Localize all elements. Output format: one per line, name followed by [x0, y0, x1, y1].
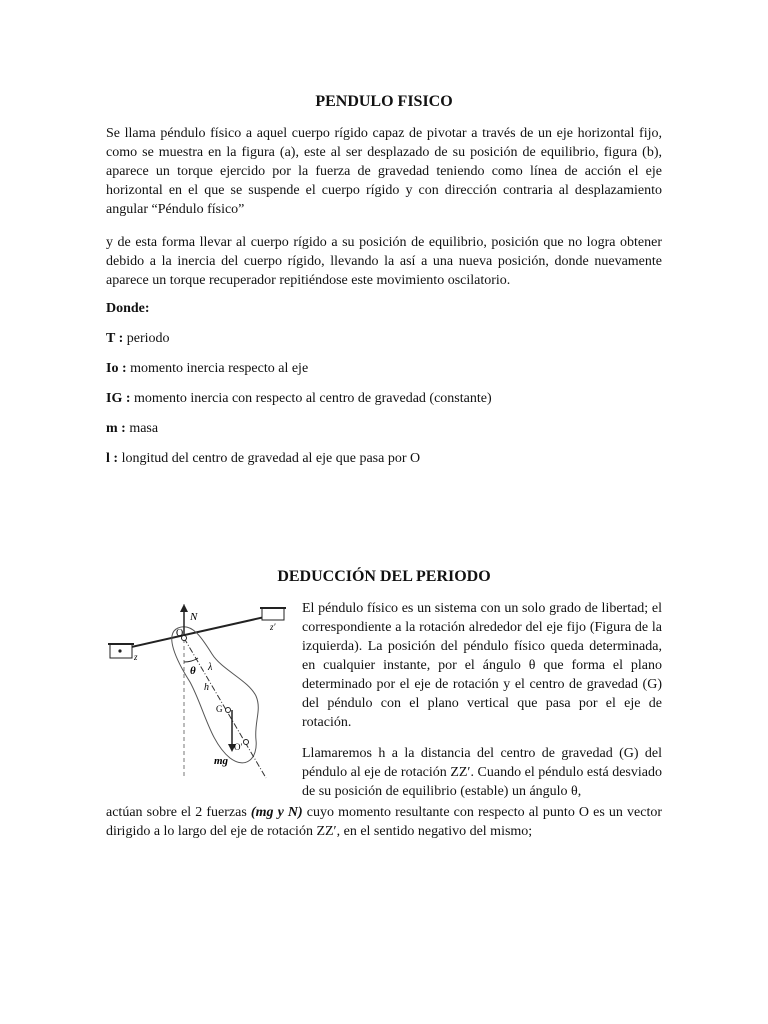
label-g: G: [216, 704, 223, 714]
label-theta: θ: [190, 665, 196, 677]
definition-item: l : longitud del centro de gravedad al eje que pasa por O: [106, 451, 421, 466]
deduction-paragraph-1: El péndulo físico es un sistema con un solo grado de libertad; el correspondiente a la rotación alrededor del eje fijo (Figura de la izquierda). La posición del péndulo físico queda determinada, en cualquier instante, por el ángulo θ que forma el plano determinado por el eje de rotación y el centro de gravedad (G) del péndulo con el plano vertical que pasa por el eje de rotación.: [302, 601, 662, 730]
label-n: N: [190, 611, 198, 623]
label-mg: mg: [214, 755, 229, 767]
intro-paragraph-2: y de esta forma llevar al cuerpo rígido a su posición de equilibrio, posición que no logra obtener debido a la inercia del cuerpo rígido, llevando la así a una nueva posición, donde nuevamente aparece un torque recuperador repitiéndose este movimiento oscilatorio.: [106, 235, 662, 288]
intro-paragraph-1: Se llama péndulo físico a aquel cuerpo rígido capaz de pivotar a través de un eje horizontal fijo, como se muestra en la figura (a), este al ser desplazado de su posición de equilibrio, figura (b), aparece un torque ejercido por la fuerza de gravedad teniendo como línea de acción el eje horizontal en el que se suspende el cuerpo rígido y con dirección contraria al desplazamiento angular “Péndulo físico”: [106, 126, 662, 217]
forces-label: (mg y N): [250, 805, 303, 820]
donde-label: Donde:: [106, 301, 150, 316]
definition-item: Io : momento inercia respecto al eje: [106, 361, 309, 376]
label-h: h: [204, 682, 209, 693]
definition-item: m : masa: [106, 421, 159, 436]
deduction-paragraph-2a: Llamaremos h a la distancia del centro de gravedad (G) del péndulo al eje de rotación ZZ′. Cuando el péndulo está desviado de su posición de equilibrio (estable) un ángulo θ,: [302, 746, 662, 799]
label-z: z: [134, 652, 138, 662]
label-z-prime: z′: [270, 622, 276, 632]
pendulum-figure: [106, 600, 298, 780]
deduction-paragraph-2b: actúan sobre el 2 fuerzas (mg y N) cuyo momento resultante con respecto al punto O es un vector dirigido a lo largo del eje de rotación ZZ′, en el sentido negativo del mismo;: [106, 805, 662, 839]
page-title: PENDULO FISICO: [315, 93, 453, 110]
rotation-axis-line: [118, 614, 278, 650]
definition-item: T : periodo: [106, 331, 170, 346]
label-o-prime: O′: [234, 742, 243, 752]
label-lambda: λ: [208, 662, 213, 673]
label-o: O: [176, 628, 184, 639]
section-title: DEDUCCIÓN DEL PERIODO: [277, 568, 491, 585]
right-support-icon: [262, 608, 284, 620]
force-n-arrow-icon: [180, 604, 188, 612]
definition-item: IG : momento inercia con respecto al centro de gravedad (constante): [106, 391, 492, 406]
